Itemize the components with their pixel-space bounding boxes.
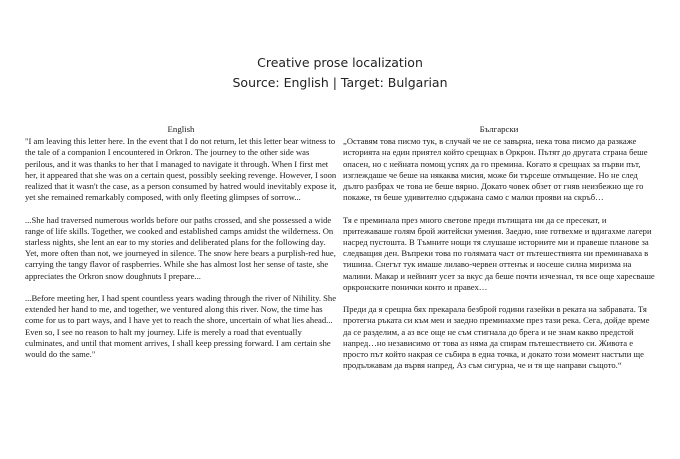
english-paragraph-3: ...Before meeting her, I had spent countless years wading through the river of Nihility. She extended her hand to me, and together, we ventured along this river. Now, the time has come for us to part ways, and I have yet to reach the shore, uncertain of what lies ahead... Even so, I see no reason to halt my journey. Life is merely a road that eventually culminates, and until that moment arrives, I shall keep pressing forward. I am certain she would do the same." — [25, 293, 337, 360]
english-column — [25, 124, 337, 360]
bulgarian-paragraph-2: Тя е преминала през много светове преди пътищата ни да се пресекат, и притежаваше голям брой житейски умения. Заедно, ние готвехме и вдигахме лагери насред пустошта. В Тъмните нощи тя слушаше историите ми и правеше планове за следващия ден. Въпреки това по голямата част от пътешествията ни преминаваха в тишина. Снегът тук имаше лилаво-червен оттенък и носеше силна миризма на малини. Макар и нейният усет за вкус да беше почти изчезнал, тя все още харесваше оркронските понички конто и правех… — [343, 214, 655, 292]
bulgarian-paragraph-1: „Оставям това писмо тук, в случай че не се завърна, нека това писмо да разкаже историята на един приятел който срещнах в Оркрон. Пътят до другата страна беше опасен, но с нейната помощ успях да го премина. Когато я срещнах за първи път, изглеждаше че беше на някаква мисия, може би търсеше отмъщение. Но не след дълго разбрах че това не беше вярно. Докато човек обзет от гняв неизбежно ще го покаже, тя беше удивително сдържана само с малки прояви на скръб… — [343, 136, 648, 203]
english-paragraph-1: "I am leaving this letter here. In the event that I do not return, let this letter bear witness to the tale of a companion I encountered in Orkron. The journey to the other side was perilous, and it was thanks to her that I managed to navigate it through. When I first met her, it appeared that she was on a certain quest, possibly seeking revenge. However, I soon realized that it wasn't the case, as a person consumed by hatred would inevitably expose it, yet she remained remarkably composed, with only fleeting glimpses of sorrow... — [25, 136, 337, 203]
page-title: Creative prose localization — [257, 55, 423, 70]
bulgarian-heading: Български — [479, 124, 519, 134]
page-subtitle: Source: English | Target: Bulgarian — [232, 75, 448, 90]
bulgarian-paragraph-3: Преди да я срещна бях прекарала безброй години газейки в реката на забравата. Тя протегна ръката си към мен и заедно преминахме през тази река. Сега, дойде време да се разделим, а аз все още не съм стигнала до брега и не знам какво предстой напред…но независимо от това аз няма да спирам пътешествието си. Живота е просто път който накрая се събира в една точка, и докато този момент настъпи ще продължавам да вървя напред, Аз съм сигурна, че и тя ще направи същото.“ — [343, 304, 650, 371]
english-paragraph-2: ...She had traversed numerous worlds before our paths crossed, and she possessed a wide range of life skills. Together, we cooked and established camps amidst the wilderness. On starless nights, she lent an ear to my stories and deliberated plans for the following day. Yet, more often than not, we journeyed in silence. The snow here bears a purplish-red hue, carrying the tangy flavor of raspberries. While she has almost lost her sense of taste, she appreciates the Orkron snow doughnuts I prepare... — [25, 214, 336, 281]
bulgarian-column — [343, 124, 655, 371]
page-header — [0, 53, 680, 93]
english-heading: English — [167, 124, 195, 134]
